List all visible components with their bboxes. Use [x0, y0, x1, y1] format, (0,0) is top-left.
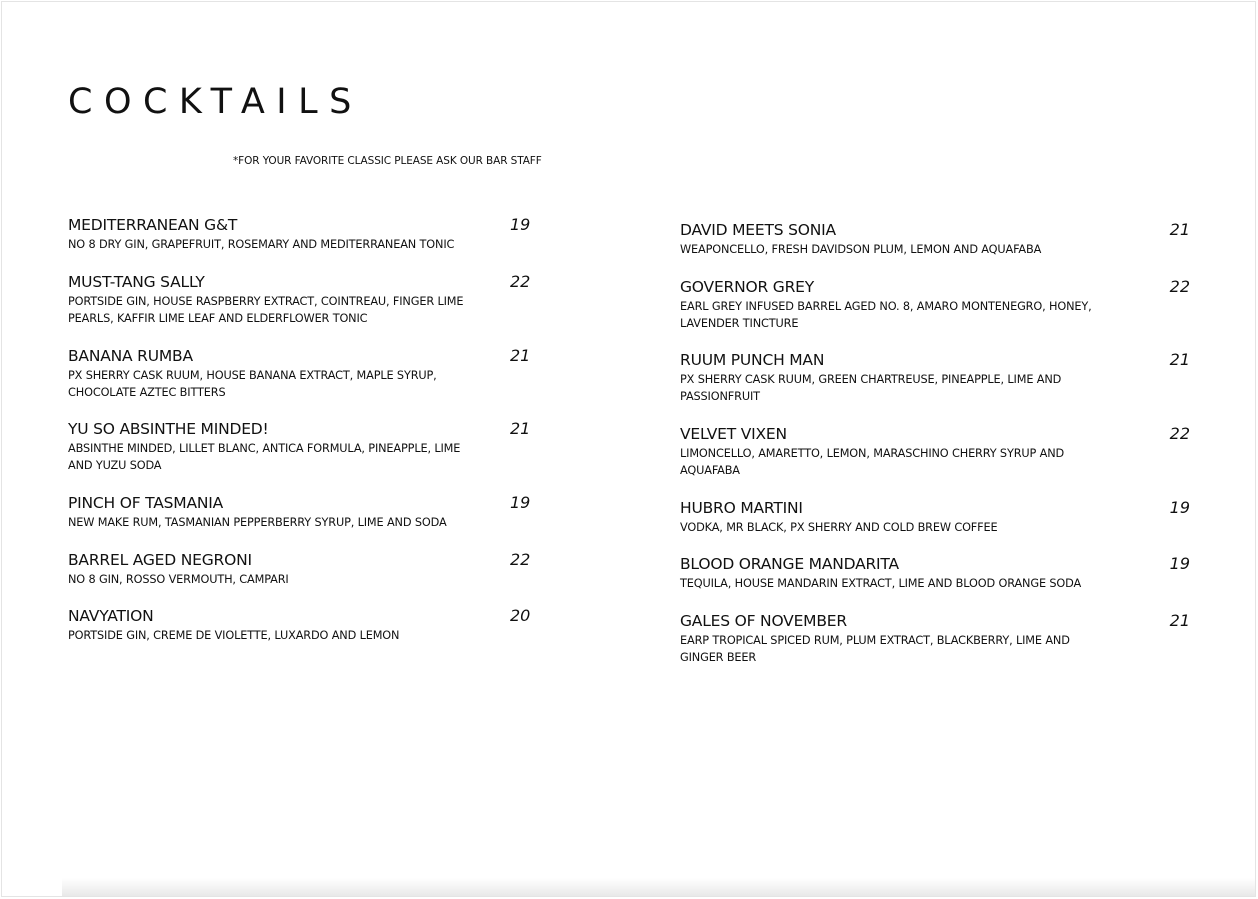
- menu-item: [680, 554, 1098, 592]
- menu-item: [68, 215, 468, 253]
- item-name: GOVERNOR GREY: [680, 278, 815, 296]
- item-name: MEDITERRANEAN G&T: [68, 216, 238, 234]
- item-price: 21: [510, 419, 531, 438]
- item-name: VELVET VIXEN: [680, 425, 787, 443]
- item-description: TEQUILA, HOUSE MANDARIN EXTRACT, LIME AND BLOOD ORANGE SODA: [680, 577, 1082, 590]
- item-price: 21: [1169, 611, 1190, 630]
- item-description: LIMONCELLO, AMARETTO, LEMON, MARASCHINO CHERRY SYRUP AND AQUAFABA: [680, 447, 1065, 477]
- menu-item: [680, 277, 1098, 332]
- item-name: BANANA RUMBA: [68, 347, 193, 365]
- item-description: PORTSIDE GIN, CREME DE VIOLETTE, LUXARDO AND LEMON: [68, 629, 400, 642]
- item-name: PINCH OF TASMANIA: [68, 494, 224, 512]
- menu-item: [68, 493, 468, 531]
- item-price: 19: [510, 493, 531, 512]
- item-description: EARP TROPICAL SPICED RUM, PLUM EXTRACT, BLACKBERRY, LIME AND GINGER BEER: [680, 634, 1070, 664]
- item-price: 22: [510, 550, 531, 569]
- menu-title: COCKTAILS: [68, 82, 363, 122]
- item-name: NAVYATION: [68, 607, 154, 625]
- item-price: 19: [1169, 554, 1190, 573]
- menu-item: [680, 498, 1098, 536]
- item-description: PX SHERRY CASK RUUM, HOUSE BANANA EXTRACT, MAPLE SYRUP, CHOCOLATE AZTEC BITTERS: [68, 369, 437, 399]
- item-description: VODKA, MR BLACK, PX SHERRY AND COLD BREW COFFEE: [680, 521, 998, 534]
- item-name: GALES OF NOVEMBER: [680, 612, 847, 630]
- page-bottom-shadow: [62, 878, 1255, 896]
- menu-item: [680, 611, 1098, 666]
- item-description: NO 8 DRY GIN, GRAPEFRUIT, ROSEMARY AND MEDITERRANEAN TONIC: [68, 238, 455, 251]
- item-description: WEAPONCELLO, FRESH DAVIDSON PLUM, LEMON AND AQUAFABA: [680, 243, 1042, 256]
- item-name: MUST-TANG SALLY: [68, 273, 205, 291]
- item-price: 22: [510, 272, 531, 291]
- item-description: PX SHERRY CASK RUUM, GREEN CHARTREUSE, PINEAPPLE, LIME AND PASSIONFRUIT: [680, 373, 1062, 403]
- menu-item: [680, 350, 1098, 405]
- menu-item: [680, 220, 1098, 258]
- menu-item: [680, 424, 1098, 479]
- menu-item: [68, 272, 468, 327]
- menu-item: [68, 419, 468, 474]
- item-name: HUBRO MARTINI: [680, 499, 803, 517]
- item-name: BARREL AGED NEGRONI: [68, 551, 252, 569]
- item-price: 21: [1169, 220, 1190, 239]
- item-price: 19: [1169, 498, 1190, 517]
- item-description: NEW MAKE RUM, TASMANIAN PEPPERBERRY SYRUP, LIME AND SODA: [68, 516, 447, 529]
- item-price: 22: [1169, 424, 1190, 443]
- item-price: 19: [510, 215, 531, 234]
- item-description: NO 8 GIN, ROSSO VERMOUTH, CAMPARI: [68, 573, 289, 586]
- item-name: BLOOD ORANGE MANDARITA: [680, 555, 899, 573]
- item-price: 22: [1169, 277, 1190, 296]
- menu-item: [68, 606, 468, 644]
- item-description: EARL GREY INFUSED BARREL AGED NO. 8, AMARO MONTENEGRO, HONEY, LAVENDER TINCTURE: [680, 300, 1092, 330]
- item-price: 20: [510, 606, 531, 625]
- item-name: DAVID MEETS SONIA: [680, 221, 836, 239]
- item-price: 21: [1169, 350, 1190, 369]
- item-description: ABSINTHE MINDED, LILLET BLANC, ANTICA FORMULA, PINEAPPLE, LIME AND YUZU SODA: [68, 442, 461, 472]
- item-price: 21: [510, 346, 531, 365]
- item-description: PORTSIDE GIN, HOUSE RASPBERRY EXTRACT, COINTREAU, FINGER LIME PEARLS, KAFFIR LIME LEAF AND ELDERFLOWER TONIC: [68, 295, 464, 325]
- menu-note: *FOR YOUR FAVORITE CLASSIC PLEASE ASK OUR BAR STAFF: [233, 155, 542, 167]
- menu-item: [68, 346, 468, 401]
- menu-item: [68, 550, 468, 588]
- item-name: YU SO ABSINTHE MINDED!: [68, 420, 269, 438]
- item-name: RUUM PUNCH MAN: [680, 351, 825, 369]
